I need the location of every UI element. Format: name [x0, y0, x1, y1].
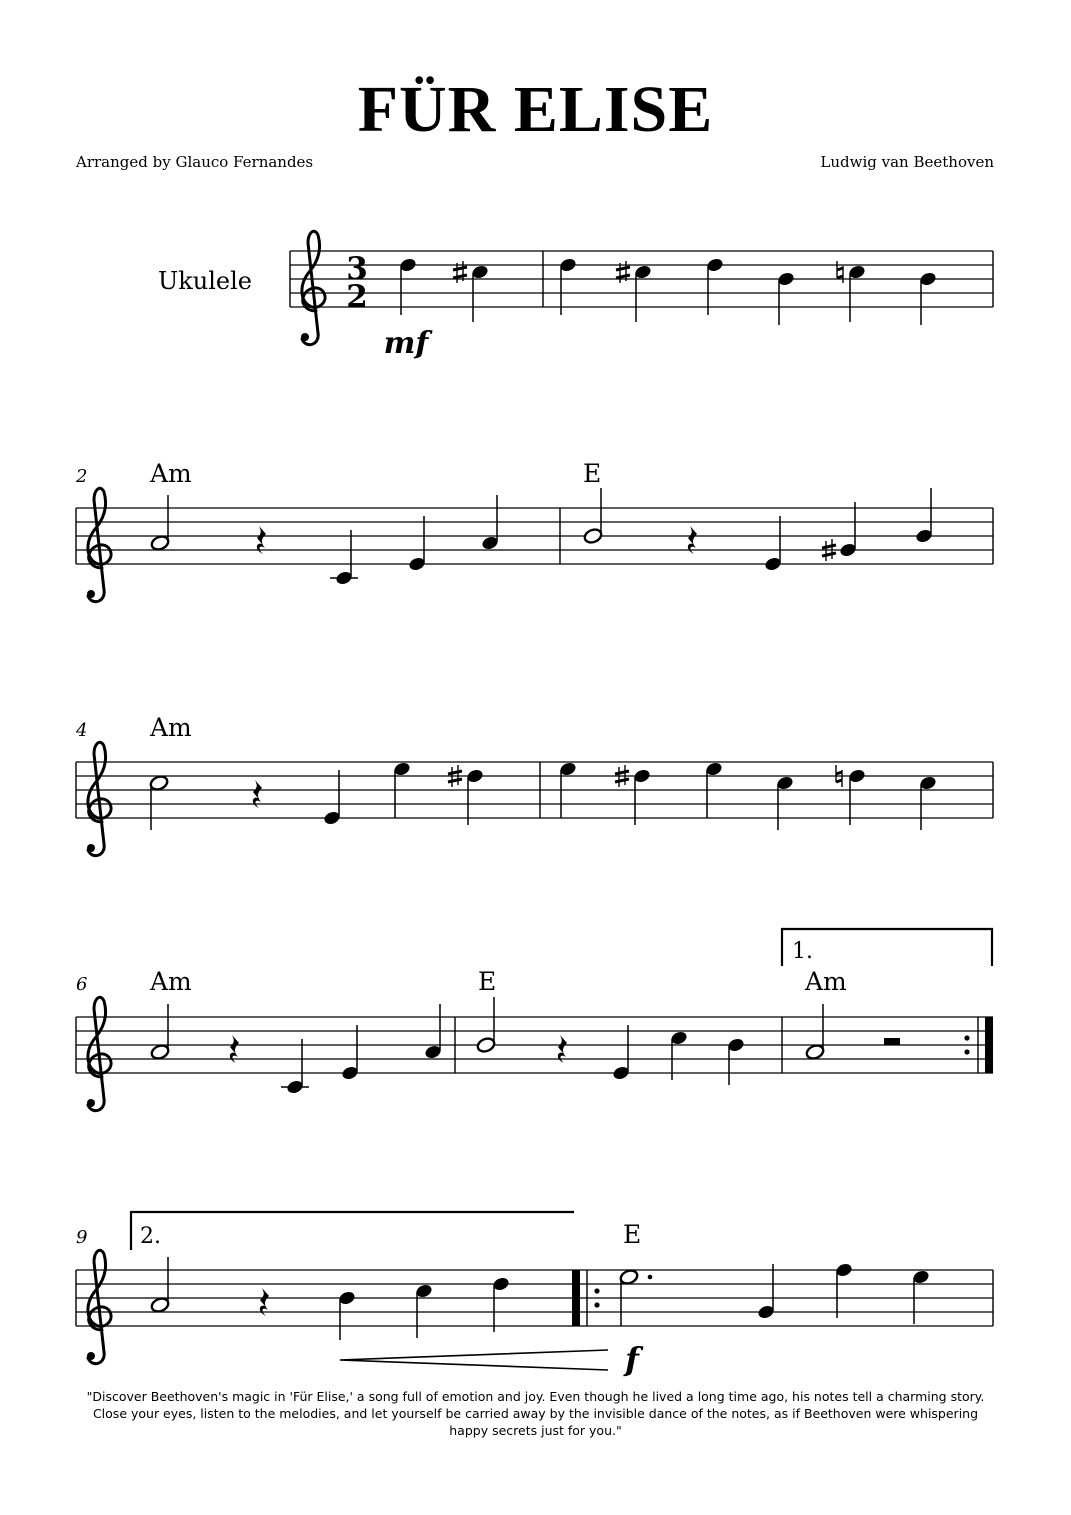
- note: [727, 1037, 746, 1085]
- system-5: [76, 1212, 993, 1378]
- repeat-start-barline: [572, 1270, 580, 1326]
- note: [330, 530, 358, 586]
- note: [466, 768, 485, 825]
- dynamic-f: f: [625, 1340, 639, 1378]
- chord-symbol: Am: [150, 713, 192, 742]
- volta-label: 1.: [792, 939, 813, 964]
- note: [619, 1268, 652, 1326]
- staff-lines-1: [290, 251, 993, 307]
- note: [559, 257, 578, 315]
- note: [149, 774, 169, 830]
- chord-symbol: E: [478, 967, 497, 996]
- repeat-dot: [594, 1302, 599, 1307]
- staff-lines-4: [76, 1017, 993, 1073]
- measure-number: 4: [76, 720, 88, 741]
- footer-quote: "Discover Beethoven's magic in 'Für Elise,' a song full of emotion and joy. Even though he lived a long time ago, his notes tell a charming story. Close your eyes, listen to the melodies, and let yourself be carried away by the invisible dance of the notes, as if Beethoven were whispering happy secrets just for you.": [86, 1389, 985, 1438]
- note: [341, 1025, 360, 1081]
- note: [338, 1290, 357, 1340]
- note: [633, 768, 652, 825]
- note: [583, 488, 603, 545]
- crescendo-hairpin: [340, 1350, 608, 1370]
- note: [150, 495, 170, 552]
- title: FÜR ELISE: [357, 73, 714, 146]
- note: [323, 770, 342, 826]
- volta-bracket-1: [782, 929, 992, 966]
- note: [415, 1283, 434, 1338]
- note: [492, 1276, 511, 1332]
- measure-number: 9: [76, 1227, 88, 1248]
- note: [776, 775, 795, 830]
- note: [481, 495, 500, 551]
- staff-lines-3: [76, 762, 993, 818]
- system-3: [75, 713, 993, 856]
- note: [848, 768, 867, 825]
- measure-number: 6: [76, 974, 88, 995]
- note: [835, 1262, 854, 1318]
- note: [612, 1025, 631, 1081]
- note: [476, 997, 496, 1054]
- time-signature-top: 3: [346, 251, 368, 287]
- chord-symbol: Am: [150, 967, 192, 996]
- note: [777, 271, 796, 325]
- note: [150, 1004, 170, 1061]
- note: [915, 488, 934, 544]
- repeat-dot: [594, 1288, 599, 1293]
- treble-clef-icon: [87, 742, 111, 855]
- volta-bracket-2: [131, 1212, 574, 1250]
- dynamic-mf: mf: [383, 326, 429, 361]
- treble-clef-icon: [87, 1250, 111, 1363]
- staff-lines-5: [76, 1270, 993, 1326]
- chord-symbol: E: [623, 1220, 642, 1249]
- measure-number: 2: [76, 466, 88, 487]
- final-barline: [985, 1017, 993, 1073]
- repeat-dot: [964, 1035, 969, 1040]
- chord-symbol: E: [583, 459, 602, 488]
- treble-clef-icon: [301, 231, 325, 344]
- time-signature-bottom: 2: [346, 279, 368, 315]
- note: [757, 1264, 776, 1320]
- system-1: [158, 231, 993, 361]
- arranger-credit: Arranged by Glauco Fernandes: [76, 153, 314, 171]
- repeat-dot: [964, 1049, 969, 1054]
- composer-credit: Ludwig van Beethoven: [820, 153, 994, 171]
- note: [764, 516, 783, 572]
- sharp-icon: [453, 261, 467, 283]
- note: [706, 257, 725, 315]
- note: [408, 516, 427, 572]
- note: [805, 1004, 825, 1061]
- note: [912, 1269, 931, 1324]
- note: [919, 775, 938, 830]
- note: [424, 1004, 443, 1060]
- note: [839, 502, 858, 558]
- note: [919, 271, 938, 325]
- system-4: [76, 929, 993, 1111]
- chord-symbol: Am: [805, 967, 847, 996]
- note: [281, 1039, 309, 1095]
- note: [150, 1257, 170, 1314]
- instrument-label: Ukulele: [158, 267, 252, 295]
- chord-symbol: Am: [150, 459, 192, 488]
- treble-clef-icon: [87, 488, 111, 601]
- treble-clef-icon: [87, 997, 111, 1110]
- volta-label: 2.: [140, 1224, 161, 1249]
- sharp-icon: [616, 261, 630, 283]
- natural-icon: [837, 261, 843, 283]
- system-2: [75, 459, 993, 602]
- note: [399, 257, 418, 315]
- half-rest-icon: [884, 1038, 900, 1045]
